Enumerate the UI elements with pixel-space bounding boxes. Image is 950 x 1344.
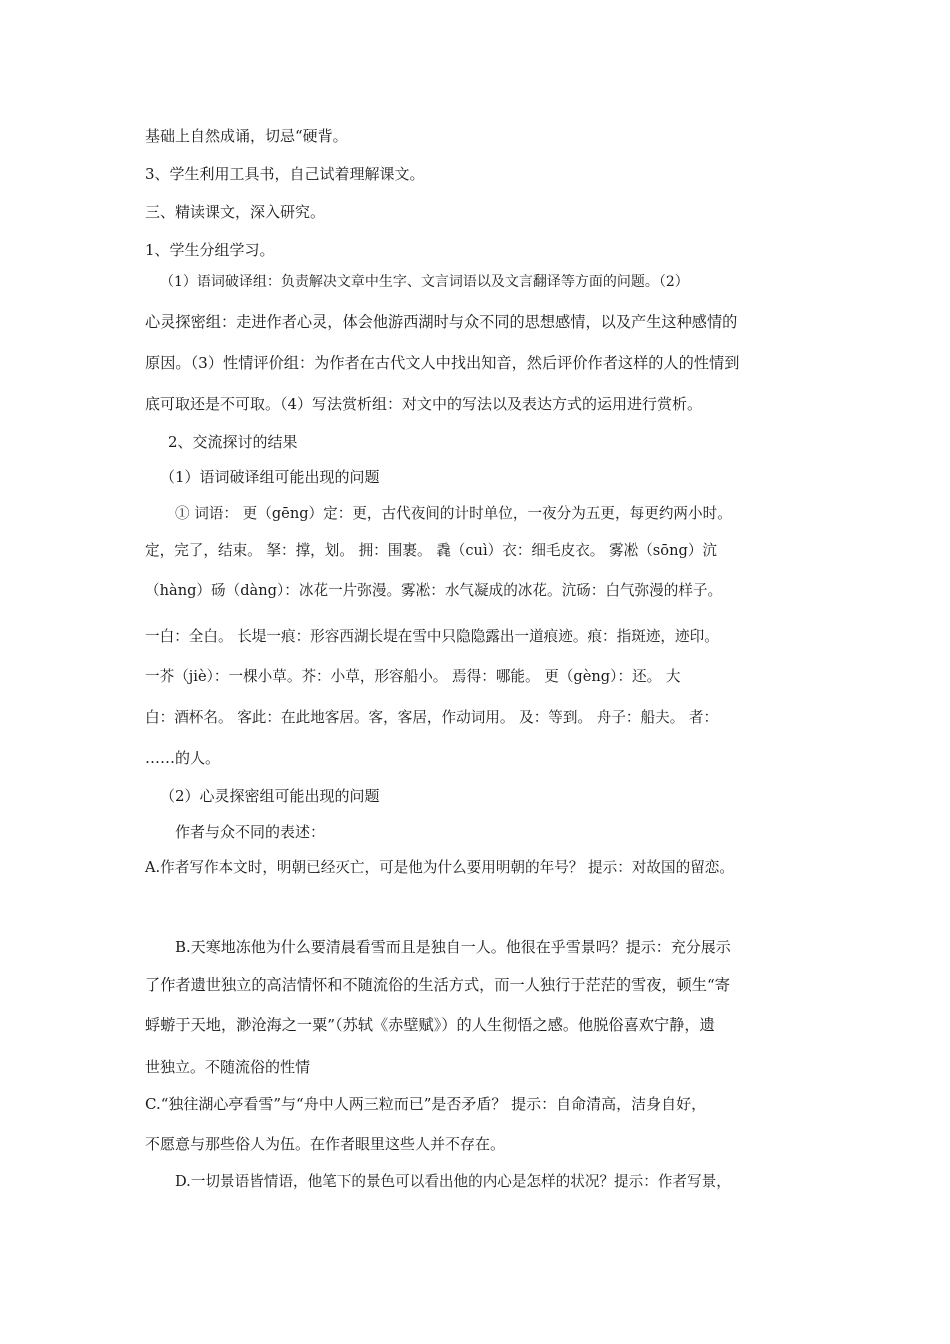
text-line: 1、学生分组学习。: [145, 241, 275, 259]
text-line: 心灵探密组：走进作者心灵，体会他游西湖时与众不同的思想感情，以及产生这种感情的: [145, 313, 738, 331]
text-line: 白：酒杯名。 客此：在此地客居。客，客居，作动词用。 及：等到。 舟子：船夫。 者：: [145, 709, 719, 726]
text-line: 底可取还是不可取。（4）写法赏析组：对文中的写法以及表达方式的运用进行赏析。: [145, 395, 703, 413]
text-line: 原因。（3）性情评价组：为作者在古代文人中找出知音，然后评价作者这样的人的性情到: [145, 354, 740, 372]
text-line: 定，完了，结束。 拏：撑，划。 拥：围裹。 毳（cuì）衣：细毛皮衣。 雾凇（sōng）沆: [145, 542, 718, 559]
text-line: 一芥（jiè）：一棵小草。芥：小草，形容船小。 焉得：哪能。 更（gèng）：还。 大: [145, 668, 681, 685]
text-line: 蜉蝣于天地，渺沧海之一粟”（苏轼《赤壁赋》）的人生彻悟之感。他脱俗喜欢宁静，遗: [145, 1016, 715, 1034]
text-line: A.作者写作本文时，明朝已经灭亡，可是他为什么要用明朝的年号？ 提示：对故国的留恋。: [145, 859, 734, 876]
text-line: （2）心灵探密组可能出现的问题: [160, 787, 380, 805]
text-line: ① 词语： 更（gēng）定：更，古代夜间的计时单位，一夜分为五更，每更约两小时。: [175, 505, 732, 522]
text-line: 作者与众不同的表述：: [175, 823, 326, 841]
text-line: 了作者遗世独立的高洁情怀和不随流俗的生活方式，而一人独行于茫茫的雪夜，顿生“寄: [145, 976, 730, 994]
text-line: B.天寒地冻他为什么要清晨看雪而且是独自一人。他很在乎雪景吗？提示：充分展示: [175, 938, 731, 956]
text-line: ……的人。: [145, 749, 221, 767]
text-line: 一白：全白。 长堤一痕：形容西湖长堤在雪中只隐隐露出一道痕迹。痕：指斑迹，迹印。: [145, 628, 719, 645]
text-line: D.一切景语皆情语，他笔下的景色可以看出他的内心是怎样的状况？提示：作者写景，: [175, 1173, 731, 1190]
text-line: C.“独往湖心亭看雪”与“舟中人两三粒而已”是否矛盾？ 提示：自命清高，洁身自好，: [145, 1095, 707, 1113]
section-heading: 三、精读课文，深入研究。: [145, 203, 326, 221]
text-line: （hàng）砀（dàng）：冰花一片弥漫。雾凇：水气凝成的冰花。沆砀：白气弥漫的样子。: [145, 582, 723, 599]
text-line: （1）语词破译组：负责解决文章中生字、文言词语以及文言翻译等方面的问题。（2）: [160, 274, 689, 290]
text-line: 2、交流探讨的结果: [168, 433, 298, 451]
text-line: 不愿意与那些俗人为伍。在作者眼里这些人并不存在。: [145, 1135, 506, 1153]
text-line: 世独立。不随流俗的性情: [145, 1058, 311, 1076]
text-line: 基础上自然成诵，切忌“硬背。: [145, 127, 348, 145]
text-line: 3、学生利用工具书，自己试着理解课文。: [145, 165, 425, 183]
text-line: （1）语词破译组可能出现的问题: [160, 468, 380, 486]
